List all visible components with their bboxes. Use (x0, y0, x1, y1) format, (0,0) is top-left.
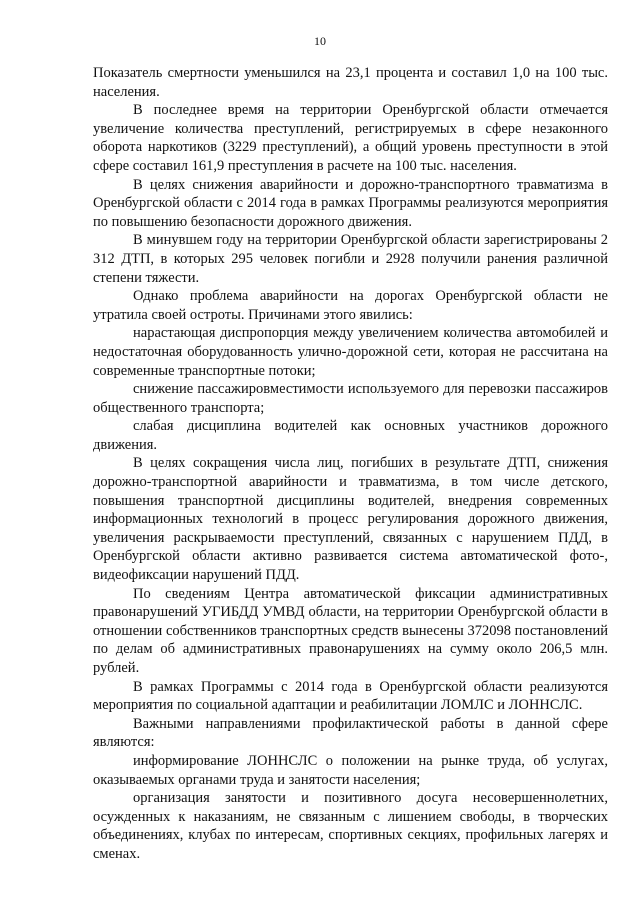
paragraph-social-adaptation: В рамках Программы с 2014 года в Оренбургской области реализуются мероприятия по социальной адаптации и реабилитации ЛОМЛС и ЛОННСЛС. (93, 678, 608, 714)
paragraph-accident-problem: Однако проблема аварийности на дорогах Оренбургской области не утратила своей остроты. Причинами этого явились: (93, 288, 608, 323)
list-item-driver-discipline: слабая дисциплина водителей как основных участников дорожного движения. (93, 418, 608, 453)
paragraph-drug-crimes: В последнее время на территории Оренбургской области отмечается увеличение количества преступлений, регистрируемых в сфере незаконного оборота наркотиков (3229 преступлений), а общий уровень преступности в этой сфере составил 161,9 преступления в расчете на 100 тыс. населения. (93, 102, 608, 174)
paragraph-road-safety-program: В целях снижения аварийности и дорожно-транспортного травматизма в Оренбургской области с 2014 года в рамках Программы реализуются мероприятия по повышению безопасности дорожного движения. (93, 176, 608, 230)
paragraph-accident-statistics: В минувшем году на территории Оренбургской области зарегистрированы 2 312 ДТП, в которых 295 человек погибли и 2928 получили ранения различной степени тяжести. (93, 232, 608, 286)
paragraph-mortality-rate: Показатель смертности уменьшился на 23,1 процента и составил 1,0 на 100 тыс. населения. (93, 65, 608, 100)
list-item-youth-leisure: организация занятости и позитивного досуга несовершеннолетних, осужденных к наказаниям, не связанным с лишением свободы, в творческих объединениях, клубах по интересам, спортивных секциях, профильных лагерях и сменах. (93, 790, 608, 862)
list-item-labor-market-info: информирование ЛОННСЛС о положении на рынке труда, об услугах, оказываемых органами труда и занятости населения; (93, 752, 608, 788)
list-item-vehicle-disproportion: нарастающая диспропорция между увеличением количества автомобилей и недостаточная оборудованность улично-дорожной сети, которая не рассчитана на современные транспортные потоки; (93, 325, 608, 379)
document-body (93, 64, 608, 864)
page-number: 10 (314, 34, 326, 48)
paragraph-fixation-center-data: По сведениям Центра автоматической фиксации административных правонарушений УГИБДД УМВД области, на территории Оренбургской области в отношении собственников транспортных средств вынесены 372098 постановлений по делам об административных правонарушениях на сумму около 206,5 млн. рублей. (93, 585, 608, 676)
paragraph-photo-video-fixation: В целях сокращения числа лиц, погибших в результате ДТП, снижения дорожно-транспортной аварийности и травматизма, в том числе детского, повышения транспортной дисциплины водителей, внедрения современных информационных технологий в процесс регулирования дорожного движения, увеличения раскрываемости преступлений, связанных с нарушением ПДД, в Оренбургской области активно развивается система автоматической фото-, видеофиксации нарушений ПДД. (93, 455, 608, 584)
list-item-passenger-capacity: снижение пассажировместимости используемого для перевозки пассажиров общественного транспорта; (93, 381, 608, 416)
paragraph-prevention-directions: Важными направлениями профилактической работы в данной сфере являются: (93, 715, 608, 751)
